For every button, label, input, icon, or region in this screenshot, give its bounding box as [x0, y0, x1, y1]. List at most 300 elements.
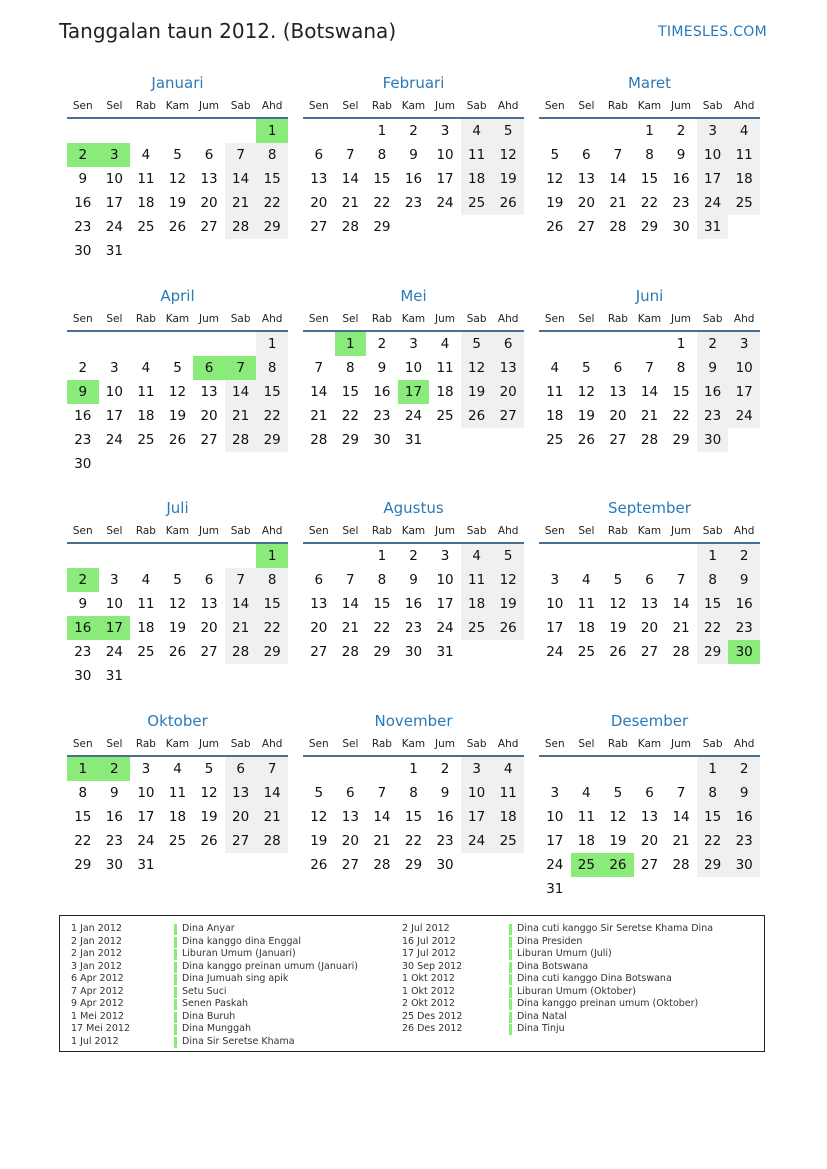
day-cell: 20 — [200, 619, 218, 636]
weekday-label: Kam — [165, 100, 190, 112]
day-cell: 27 — [640, 643, 659, 660]
day-cell: 7 — [314, 359, 324, 376]
day-cell: 17 — [697, 167, 729, 191]
day-cell: 6 — [645, 784, 654, 801]
day-cell: 5 — [461, 332, 493, 356]
weekday-label: Rab — [371, 313, 392, 325]
day-cell: 1 — [377, 548, 387, 564]
legend-color-marker — [174, 1012, 177, 1023]
weekday-label: Ahd — [497, 313, 519, 325]
day-cell: 30 — [697, 428, 729, 452]
weekday-label: Kam — [637, 100, 662, 112]
day-cell: 25 — [137, 218, 155, 235]
legend-holiday-name: Dina Sir Seretse Khama — [182, 1035, 295, 1047]
legend-date: 16 Jul 2012 — [402, 935, 456, 947]
day-cell: 14 — [672, 808, 690, 825]
legend-date: 1 Jul 2012 — [71, 1035, 119, 1047]
legend-holiday-name: Dina Buruh — [182, 1010, 236, 1022]
weekday-label: Ahd — [497, 525, 519, 537]
legend-color-marker — [174, 987, 177, 998]
legend-holiday-name: Liburan Umum (Oktober) — [517, 985, 636, 997]
weekday-label: Ahd — [261, 313, 283, 325]
day-cell: 3 — [440, 123, 450, 139]
day-cell: 23 — [404, 194, 423, 211]
day-cell: 29 — [341, 431, 359, 448]
weekday-label: Kam — [637, 738, 662, 750]
day-cell: 29 — [672, 431, 690, 448]
day-cell: 9 — [676, 146, 686, 163]
day-cell: 15 — [640, 170, 659, 187]
day-cell: 15 — [74, 808, 92, 825]
day-cell: 10 — [461, 781, 493, 805]
day-cell: 15 — [404, 808, 423, 825]
weekday-label: Jum — [199, 738, 220, 750]
legend-color-marker — [509, 937, 512, 948]
day-cell: 9 — [728, 781, 760, 805]
day-cell: 22 — [404, 832, 423, 849]
day-cell: 17 — [546, 832, 564, 849]
day-cell: 25 — [461, 191, 493, 215]
day-cell: 10 — [105, 170, 123, 187]
holiday-day-cell: 26 — [602, 853, 634, 877]
weekday-label: Sen — [72, 525, 93, 537]
legend-holiday-name: Liburan Umum (Juli) — [517, 948, 612, 959]
day-cell: 5 — [492, 544, 524, 568]
day-cell: 27 — [609, 431, 627, 448]
legend-date: 6 Apr 2012 — [71, 973, 124, 984]
day-cell: 22 — [341, 407, 359, 424]
day-cell: 6 — [314, 146, 324, 163]
day-cell: 6 — [204, 571, 214, 588]
day-cell: 1 — [697, 757, 729, 781]
day-cell: 19 — [492, 167, 524, 191]
legend-color-marker — [174, 924, 177, 935]
day-cell: 20 — [492, 380, 524, 404]
day-cell: 4 — [582, 571, 591, 588]
day-cell: 28 — [310, 431, 328, 448]
day-cell: 26 — [310, 856, 328, 873]
day-cell: 26 — [461, 404, 493, 428]
weekday-label: Jum — [671, 100, 692, 112]
weekday-label: Jum — [671, 313, 692, 325]
day-cell: 16 — [672, 170, 690, 187]
day-cell: 8 — [78, 784, 88, 801]
day-cell: 30 — [728, 853, 760, 877]
holiday-day-cell: 3 — [99, 143, 131, 167]
day-cell: 8 — [676, 359, 686, 376]
day-cell: 19 — [168, 194, 187, 211]
day-cell: 11 — [436, 359, 454, 376]
day-cell: 19 — [310, 832, 328, 849]
day-cell: 30 — [436, 856, 454, 873]
weekday-label: Sab — [466, 738, 487, 750]
holiday-day-cell: 17 — [99, 616, 131, 640]
weekday-label: Jum — [199, 313, 220, 325]
day-cell: 17 — [461, 805, 493, 829]
day-cell: 14 — [310, 383, 328, 400]
weekday-label: Kam — [165, 738, 190, 750]
day-cell: 28 — [609, 218, 627, 235]
legend-color-marker — [509, 962, 512, 973]
day-cell: 5 — [173, 359, 182, 376]
weekday-label: Rab — [371, 100, 392, 112]
day-cell: 4 — [440, 336, 450, 352]
weekday-label: Kam — [637, 525, 662, 537]
day-cell: 30 — [74, 667, 92, 684]
day-cell: 29 — [256, 640, 288, 664]
weekday-label: Sel — [578, 738, 595, 750]
month-divider — [67, 542, 288, 544]
legend-holiday-name: Dina Anyar — [182, 923, 235, 934]
day-cell: 31 — [436, 643, 454, 660]
day-cell: 4 — [550, 359, 560, 376]
day-cell: 30 — [404, 643, 423, 660]
day-cell: 8 — [256, 356, 288, 380]
day-cell: 24 — [436, 194, 454, 211]
legend-holiday-name: Dina Jumuah sing apik — [182, 973, 289, 984]
day-cell: 25 — [546, 431, 564, 448]
day-cell: 23 — [404, 619, 423, 636]
legend-color-marker — [509, 974, 512, 985]
day-cell: 4 — [582, 784, 591, 801]
month-name: Juli — [166, 499, 189, 517]
day-cell: 20 — [609, 407, 627, 424]
weekday-label: Rab — [607, 525, 628, 537]
day-cell: 25 — [168, 832, 187, 849]
day-cell: 13 — [310, 595, 328, 612]
day-cell: 10 — [697, 143, 729, 167]
legend-holiday-name: Dina cuti kanggo Dina Botswana — [517, 973, 672, 984]
day-cell: 14 — [225, 380, 257, 404]
day-cell: 22 — [373, 194, 391, 211]
weekday-label: Kam — [165, 525, 190, 537]
day-cell: 24 — [105, 431, 123, 448]
day-cell: 28 — [341, 218, 359, 235]
day-cell: 26 — [492, 191, 524, 215]
day-cell: 14 — [341, 170, 359, 187]
weekday-label: Sab — [466, 313, 487, 325]
day-cell: 3 — [110, 571, 119, 588]
day-cell: 13 — [640, 595, 659, 612]
weekday-label: Jum — [671, 738, 692, 750]
day-cell: 14 — [640, 383, 659, 400]
weekday-label: Rab — [371, 738, 392, 750]
day-cell: 2 — [377, 336, 387, 352]
legend-color-marker — [174, 962, 177, 973]
legend-date: 3 Jan 2012 — [71, 960, 122, 972]
month-name: November — [374, 712, 453, 730]
day-cell: 16 — [373, 383, 391, 400]
day-cell: 23 — [728, 616, 760, 640]
day-cell: 28 — [225, 640, 257, 664]
weekday-label: Sel — [106, 100, 123, 112]
legend-holiday-name: Dina Presiden — [517, 935, 583, 947]
day-cell: 24 — [105, 218, 123, 235]
day-cell: 30 — [373, 431, 391, 448]
holiday-day-cell: 1 — [335, 332, 367, 356]
day-cell: 2 — [697, 332, 729, 356]
legend-date: 1 Okt 2012 — [402, 985, 455, 997]
day-cell: 5 — [314, 784, 324, 801]
day-cell: 23 — [74, 643, 92, 660]
day-cell: 12 — [168, 383, 187, 400]
day-cell: 29 — [697, 853, 729, 877]
day-cell: 19 — [168, 619, 187, 636]
day-cell: 27 — [225, 829, 257, 853]
day-cell: 10 — [436, 146, 454, 163]
day-cell: 14 — [609, 170, 627, 187]
weekday-label: Sab — [702, 100, 723, 112]
day-cell: 6 — [492, 332, 524, 356]
day-cell: 19 — [200, 808, 218, 825]
weekday-label: Kam — [637, 313, 662, 325]
day-cell: 5 — [173, 146, 182, 163]
month-name: Oktober — [147, 712, 208, 730]
day-cell: 30 — [74, 242, 92, 259]
day-cell: 26 — [168, 643, 187, 660]
day-cell: 21 — [373, 832, 391, 849]
weekday-label: Jum — [435, 738, 456, 750]
day-cell: 20 — [310, 619, 328, 636]
day-cell: 27 — [577, 218, 595, 235]
day-cell: 9 — [78, 170, 88, 187]
day-cell: 9 — [409, 146, 418, 163]
weekday-label: Jum — [199, 525, 220, 537]
legend-date: 7 Apr 2012 — [71, 985, 124, 997]
weekday-label: Kam — [165, 313, 190, 325]
day-cell: 6 — [645, 571, 654, 588]
day-cell: 23 — [373, 407, 391, 424]
day-cell: 27 — [492, 404, 524, 428]
legend-holiday-name: Liburan Umum (Januari) — [182, 948, 296, 959]
day-cell: 31 — [697, 215, 729, 239]
day-cell: 12 — [200, 784, 218, 801]
weekday-label: Rab — [135, 100, 156, 112]
day-cell: 30 — [74, 455, 92, 472]
day-cell: 23 — [697, 404, 729, 428]
day-cell: 9 — [697, 356, 729, 380]
day-cell: 12 — [546, 170, 564, 187]
day-cell: 18 — [436, 383, 454, 400]
day-cell: 16 — [728, 805, 760, 829]
month-divider — [67, 117, 288, 119]
weekday-label: Ahd — [497, 100, 519, 112]
day-cell: 26 — [492, 616, 524, 640]
weekday-label: Ahd — [733, 525, 755, 537]
day-cell: 27 — [310, 218, 328, 235]
day-cell: 6 — [314, 571, 324, 588]
day-cell: 24 — [436, 619, 454, 636]
weekday-label: Jum — [199, 100, 220, 112]
day-cell: 27 — [341, 856, 359, 873]
legend-date: 25 Des 2012 — [402, 1010, 463, 1022]
day-cell: 28 — [341, 643, 359, 660]
day-cell: 8 — [256, 568, 288, 592]
weekday-label: Jum — [671, 525, 692, 537]
day-cell: 17 — [546, 619, 564, 636]
day-cell: 29 — [404, 856, 423, 873]
day-cell: 11 — [137, 595, 155, 612]
day-cell: 22 — [256, 616, 288, 640]
day-cell: 29 — [373, 218, 391, 235]
day-cell: 16 — [74, 194, 92, 211]
day-cell: 11 — [461, 568, 493, 592]
weekday-label: Sen — [544, 738, 565, 750]
day-cell: 22 — [373, 619, 391, 636]
legend-date: 2 Okt 2012 — [402, 998, 455, 1009]
day-cell: 23 — [436, 832, 454, 849]
day-cell: 10 — [137, 784, 155, 801]
legend-color-marker — [174, 937, 177, 948]
day-cell: 18 — [168, 808, 187, 825]
holiday-day-cell: 1 — [256, 119, 288, 143]
day-cell: 5 — [492, 119, 524, 143]
day-cell: 27 — [200, 218, 218, 235]
day-cell: 13 — [310, 170, 328, 187]
day-cell: 24 — [728, 404, 760, 428]
day-cell: 9 — [409, 571, 418, 588]
holiday-day-cell: 1 — [67, 757, 99, 781]
day-cell: 18 — [728, 167, 760, 191]
legend-holiday-name: Setu Suci — [182, 985, 227, 997]
day-cell: 18 — [461, 592, 493, 616]
day-cell: 6 — [346, 784, 355, 801]
weekday-label: Sel — [342, 313, 359, 325]
day-cell: 2 — [728, 544, 760, 568]
legend-holiday-name: Dina kanggo dina Enggal — [182, 935, 301, 947]
day-cell: 20 — [640, 619, 659, 636]
day-cell: 20 — [200, 407, 218, 424]
day-cell: 1 — [377, 123, 387, 139]
weekday-label: Jum — [435, 525, 456, 537]
day-cell: 16 — [436, 808, 454, 825]
day-cell: 15 — [672, 383, 690, 400]
day-cell: 3 — [440, 548, 450, 564]
day-cell: 7 — [377, 784, 387, 801]
day-cell: 3 — [550, 784, 560, 801]
day-cell: 11 — [168, 784, 187, 801]
day-cell: 2 — [728, 757, 760, 781]
day-cell: 28 — [225, 215, 257, 239]
day-cell: 4 — [461, 544, 493, 568]
day-cell: 20 — [577, 194, 595, 211]
legend-date: 2 Jan 2012 — [71, 935, 122, 947]
holiday-day-cell: 16 — [67, 616, 99, 640]
day-cell: 12 — [609, 808, 627, 825]
day-cell: 11 — [492, 781, 524, 805]
legend-date: 30 Sep 2012 — [402, 960, 463, 972]
day-cell: 9 — [377, 359, 387, 376]
day-cell: 29 — [697, 640, 729, 664]
day-cell: 16 — [105, 808, 123, 825]
day-cell: 16 — [404, 170, 423, 187]
day-cell: 21 — [225, 191, 257, 215]
weekday-label: Rab — [135, 738, 156, 750]
day-cell: 11 — [728, 143, 760, 167]
day-cell: 20 — [200, 194, 218, 211]
weekday-label: Ahd — [733, 313, 755, 325]
day-cell: 31 — [105, 667, 123, 684]
page-title: Tanggalan taun 2012. (Botswana) — [59, 19, 397, 43]
weekday-label: Sen — [544, 525, 565, 537]
day-cell: 29 — [256, 215, 288, 239]
day-cell: 21 — [672, 832, 690, 849]
day-cell: 9 — [78, 595, 88, 612]
day-cell: 4 — [173, 761, 182, 777]
day-cell: 23 — [728, 829, 760, 853]
day-cell: 3 — [409, 336, 418, 352]
weekday-label: Ahd — [261, 525, 283, 537]
day-cell: 10 — [404, 359, 423, 376]
month-name: Juni — [635, 287, 664, 305]
day-cell: 11 — [461, 143, 493, 167]
legend-holiday-name: Dina kanggo preinan umum (Januari) — [182, 960, 358, 972]
legend-date: 2 Jan 2012 — [71, 948, 122, 959]
day-cell: 1 — [409, 761, 418, 777]
day-cell: 10 — [546, 595, 564, 612]
weekday-label: Sel — [578, 313, 595, 325]
day-cell: 12 — [577, 383, 595, 400]
day-cell: 12 — [168, 595, 187, 612]
weekday-label: Sab — [702, 313, 723, 325]
day-cell: 14 — [373, 808, 391, 825]
legend-holiday-name: Dina Tinju — [517, 1023, 565, 1034]
day-cell: 22 — [74, 832, 92, 849]
weekday-label: Ahd — [261, 100, 283, 112]
day-cell: 8 — [697, 781, 729, 805]
weekday-label: Sab — [230, 525, 251, 537]
day-cell: 5 — [550, 146, 560, 163]
day-cell: 29 — [640, 218, 659, 235]
day-cell: 21 — [225, 616, 257, 640]
legend-color-marker — [509, 924, 512, 935]
day-cell: 18 — [546, 407, 564, 424]
legend-holiday-name: Senen Paskah — [182, 998, 249, 1009]
legend-date: 2 Jul 2012 — [402, 923, 450, 934]
legend-date: 17 Jul 2012 — [402, 948, 456, 959]
day-cell: 21 — [256, 805, 288, 829]
weekday-label: Sen — [308, 738, 329, 750]
day-cell: 11 — [577, 808, 595, 825]
weekday-label: Sel — [342, 738, 359, 750]
day-cell: 7 — [613, 146, 623, 163]
day-cell: 19 — [609, 832, 627, 849]
legend-date: 1 Jan 2012 — [71, 923, 122, 934]
brand-link[interactable]: TIMESLES.COM — [658, 24, 767, 40]
day-cell: 8 — [346, 359, 355, 376]
day-cell: 1 — [256, 332, 288, 356]
day-cell: 4 — [461, 119, 493, 143]
weekday-label: Sen — [72, 313, 93, 325]
weekday-label: Sab — [230, 313, 251, 325]
day-cell: 17 — [105, 194, 123, 211]
month-name: Mei — [400, 287, 427, 305]
day-cell: 24 — [137, 832, 155, 849]
weekday-label: Kam — [401, 313, 426, 325]
weekday-label: Kam — [401, 525, 426, 537]
day-cell: 15 — [256, 167, 288, 191]
day-cell: 22 — [672, 407, 690, 424]
day-cell: 31 — [546, 880, 564, 897]
legend-color-marker — [174, 1024, 177, 1035]
day-cell: 16 — [697, 380, 729, 404]
day-cell: 21 — [609, 194, 627, 211]
day-cell: 30 — [672, 218, 690, 235]
weekday-label: Sel — [342, 100, 359, 112]
legend-holiday-name: Dina Botswana — [517, 960, 589, 972]
legend-date: 26 Des 2012 — [402, 1023, 463, 1034]
legend-color-marker — [509, 999, 512, 1010]
